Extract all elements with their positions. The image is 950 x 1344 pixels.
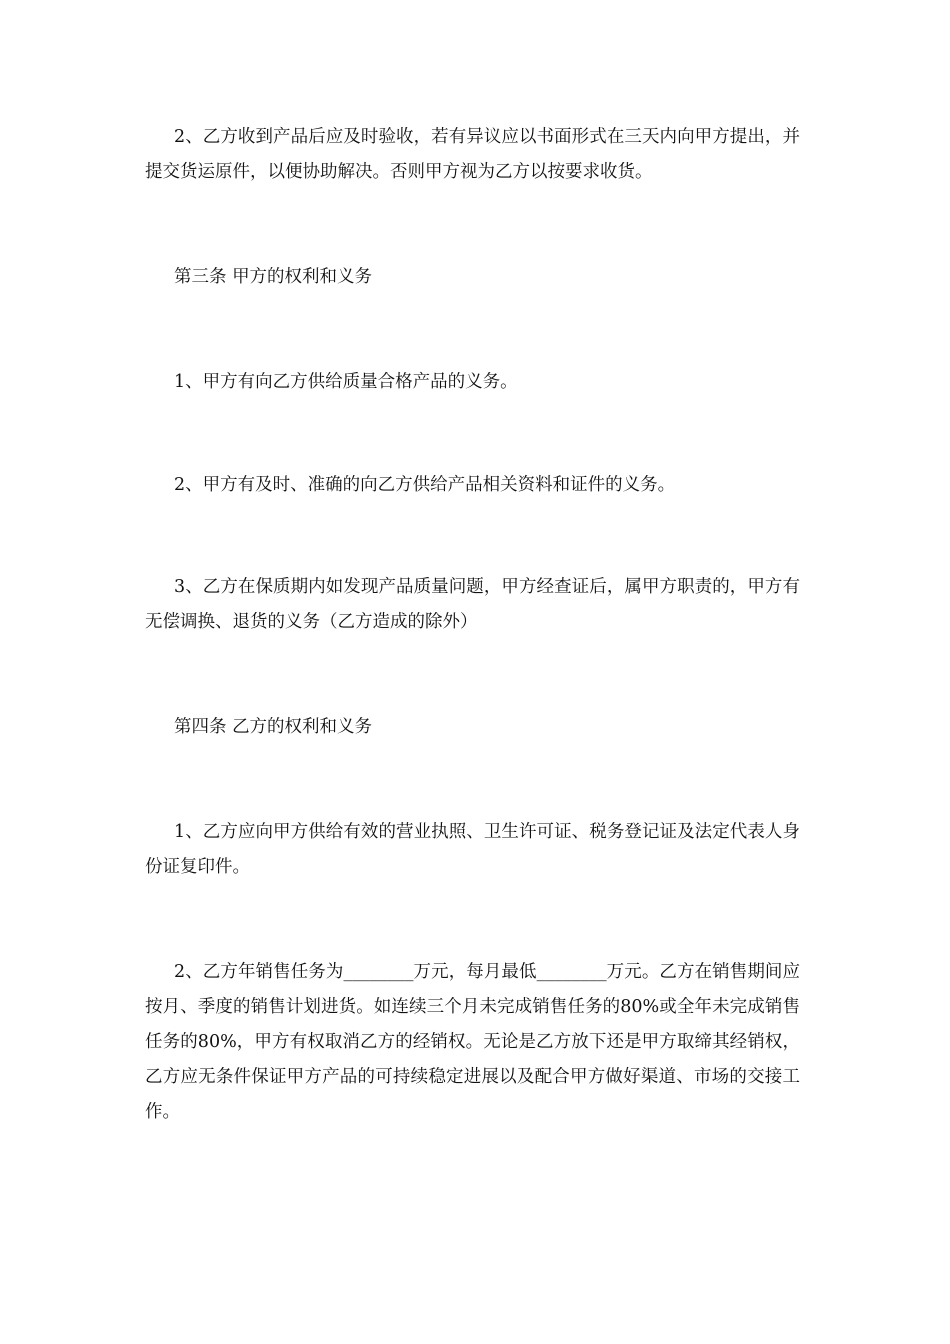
- section-heading-article-3: 第三条 甲方的权利和义务: [174, 267, 373, 287]
- paragraph-receipt-inspection: 2、乙方收到产品后应及时验收，若有异议应以书面形式在三天内向甲方提出，并提交货运原件，以便协助解决。否则甲方视为乙方以按要求收货。: [145, 127, 800, 182]
- paragraph-party-a-duty-3: 3、乙方在保质期内如发现产品质量问题，甲方经查证后，属甲方职责的，甲方有无偿调换、退货的义务（乙方造成的除外）: [145, 577, 800, 632]
- paragraph-party-a-duty-1: 1、甲方有向乙方供给质量合格产品的义务。: [174, 372, 518, 392]
- section-heading-article-4: 第四条 乙方的权利和义务: [174, 717, 373, 737]
- paragraph-party-b-duty-2: 2、乙方年销售任务为________万元，每月最低________万元。乙方在销售期间应按月、季度的销售计划进货。如连续三个月未完成销售任务的80%或全年未完成销售任务的80%，甲方有权取消乙方的经销权。无论是乙方放下还是甲方取缔其经销权，乙方应无条件保证甲方产品的可持续稳定进展以及配合甲方做好渠道、市场的交接工作。: [145, 962, 800, 1122]
- paragraph-party-a-duty-2: 2、甲方有及时、准确的向乙方供给产品相关资料和证件的义务。: [174, 475, 676, 495]
- paragraph-party-b-duty-1: 1、乙方应向甲方供给有效的营业执照、卫生许可证、税务登记证及法定代表人身份证复印件。: [145, 822, 800, 877]
